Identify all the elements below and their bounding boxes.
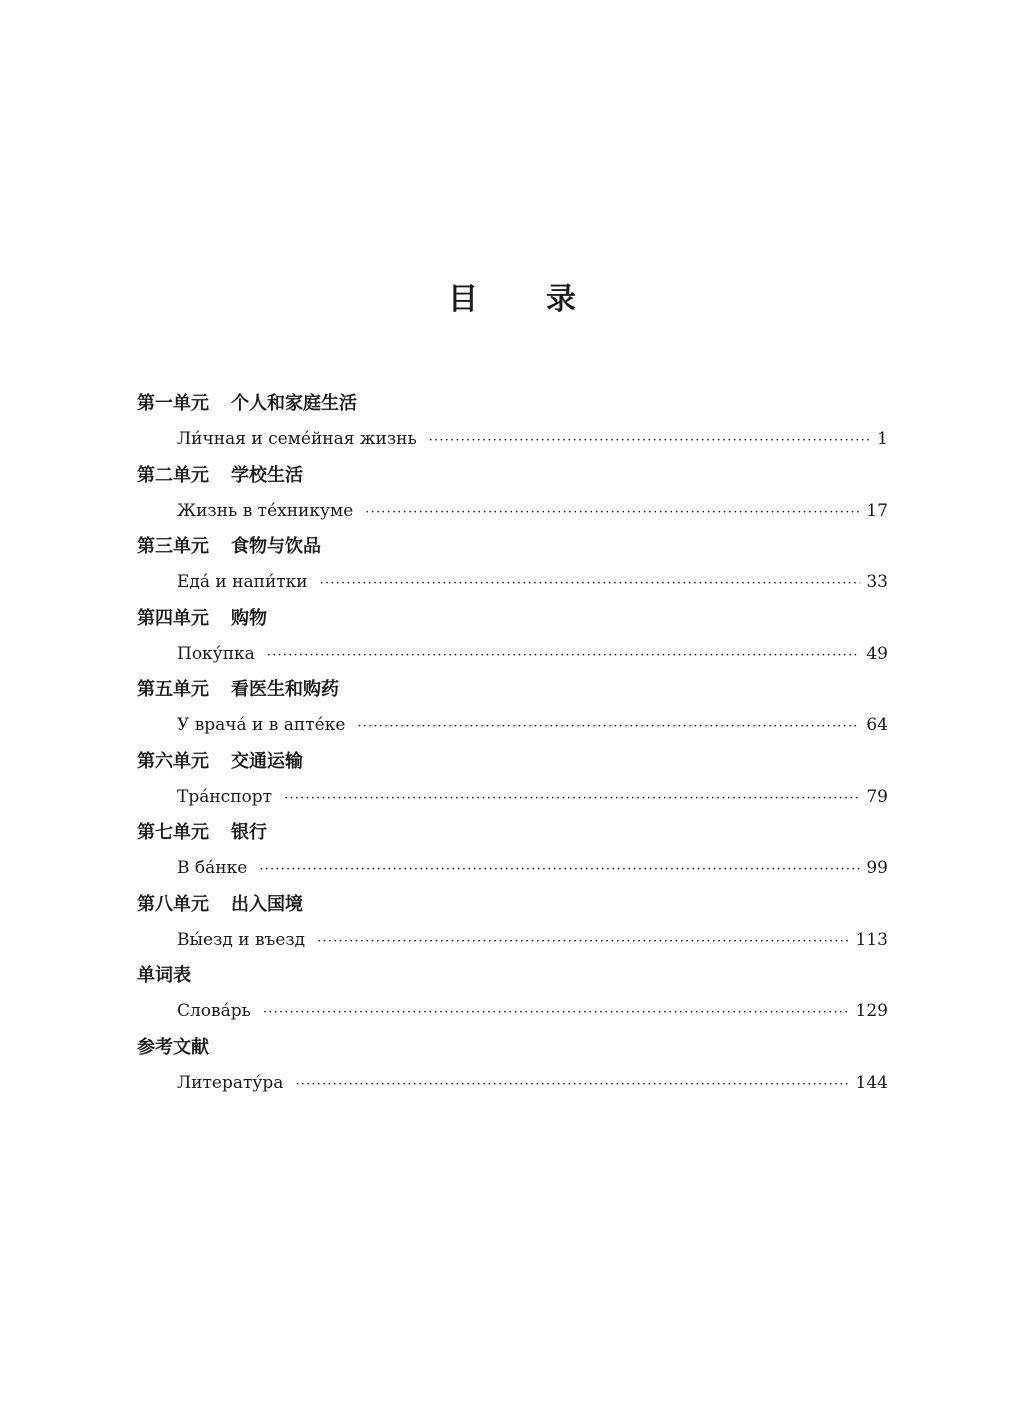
unit-number: 第四单元 [137,607,209,629]
toc-entry[interactable] [137,563,888,599]
dot-leader [267,637,861,675]
dot-leader [259,851,860,889]
unit-name: 学校生活 [231,464,303,486]
toc-entry[interactable] [137,1064,888,1100]
toc-entry[interactable] [137,778,888,814]
toc-unit-heading [137,1028,888,1064]
entry-title: Ли́чная и семе́йная жизнь [177,429,417,449]
dot-leader [317,923,849,961]
toc-entry[interactable] [137,921,888,957]
page-number: 79 [866,786,888,807]
entry-title: Еда́ и напи́тки [177,572,308,592]
toc-unit-heading [137,599,888,635]
unit-number: 第二单元 [137,464,209,486]
unit-name: 看医生和购药 [231,679,339,700]
toc-unit-heading [137,527,888,563]
unit-name: 银行 [231,822,267,843]
page-number: 113 [855,929,888,950]
page-number: 17 [866,500,888,521]
unit-number: 第六单元 [137,750,209,772]
unit-number: 单词表 [137,965,191,986]
entry-title: Поку́пка [177,643,255,664]
page-number: 129 [855,1001,888,1021]
entry-title: Тра́нспорт [177,786,273,807]
dot-leader [357,708,860,746]
table-of-contents [137,384,888,1099]
unit-number: 第三单元 [137,536,209,557]
toc-entry[interactable] [137,849,888,885]
unit-name: 个人和家庭生活 [231,393,357,414]
toc-entry[interactable] [137,420,888,456]
unit-number: 第五单元 [137,679,209,700]
unit-name: 购物 [231,607,267,629]
page-number: 49 [866,643,888,664]
entry-title: В ба́нке [177,858,248,878]
unit-name: 交通运输 [231,750,303,772]
page-number: 99 [866,858,888,878]
entry-title: Жизнь в те́хникуме [177,500,354,521]
page-number: 144 [855,1072,888,1093]
unit-name: 出入国境 [231,893,303,915]
unit-number: 第七单元 [137,822,209,843]
toc-unit-heading [137,456,888,492]
dot-leader [429,422,871,460]
unit-number: 第八单元 [137,893,209,915]
unit-name: 食物与饮品 [231,536,321,557]
toc-entry[interactable] [137,635,888,671]
page-number: 64 [866,715,888,735]
dot-leader [263,994,850,1032]
toc-unit-heading [137,670,888,706]
dot-leader [320,565,861,603]
unit-number: 参考文献 [137,1036,209,1058]
toc-unit-heading [137,956,888,992]
dot-leader [365,494,860,532]
entry-title: Вы́езд и въезд [177,929,306,950]
title-char-2: 录 [546,282,576,317]
title-char-1: 目 [448,282,478,317]
page-number: 33 [866,572,888,592]
toc-entry[interactable] [137,492,888,528]
entry-title: Литерату́ра [177,1072,284,1093]
dot-leader [284,780,860,818]
toc-unit-heading [137,384,888,420]
page-title [0,278,1024,322]
unit-number: 第一单元 [137,393,209,414]
entry-title: У врача́ и в апте́ке [177,715,346,735]
toc-unit-heading [137,885,888,921]
dot-leader [295,1066,849,1104]
toc-entry[interactable] [137,706,888,742]
toc-unit-heading [137,742,888,778]
entry-title: Слова́рь [177,1001,251,1021]
toc-entry[interactable] [137,992,888,1028]
toc-unit-heading [137,813,888,849]
page-number: 1 [877,429,888,449]
